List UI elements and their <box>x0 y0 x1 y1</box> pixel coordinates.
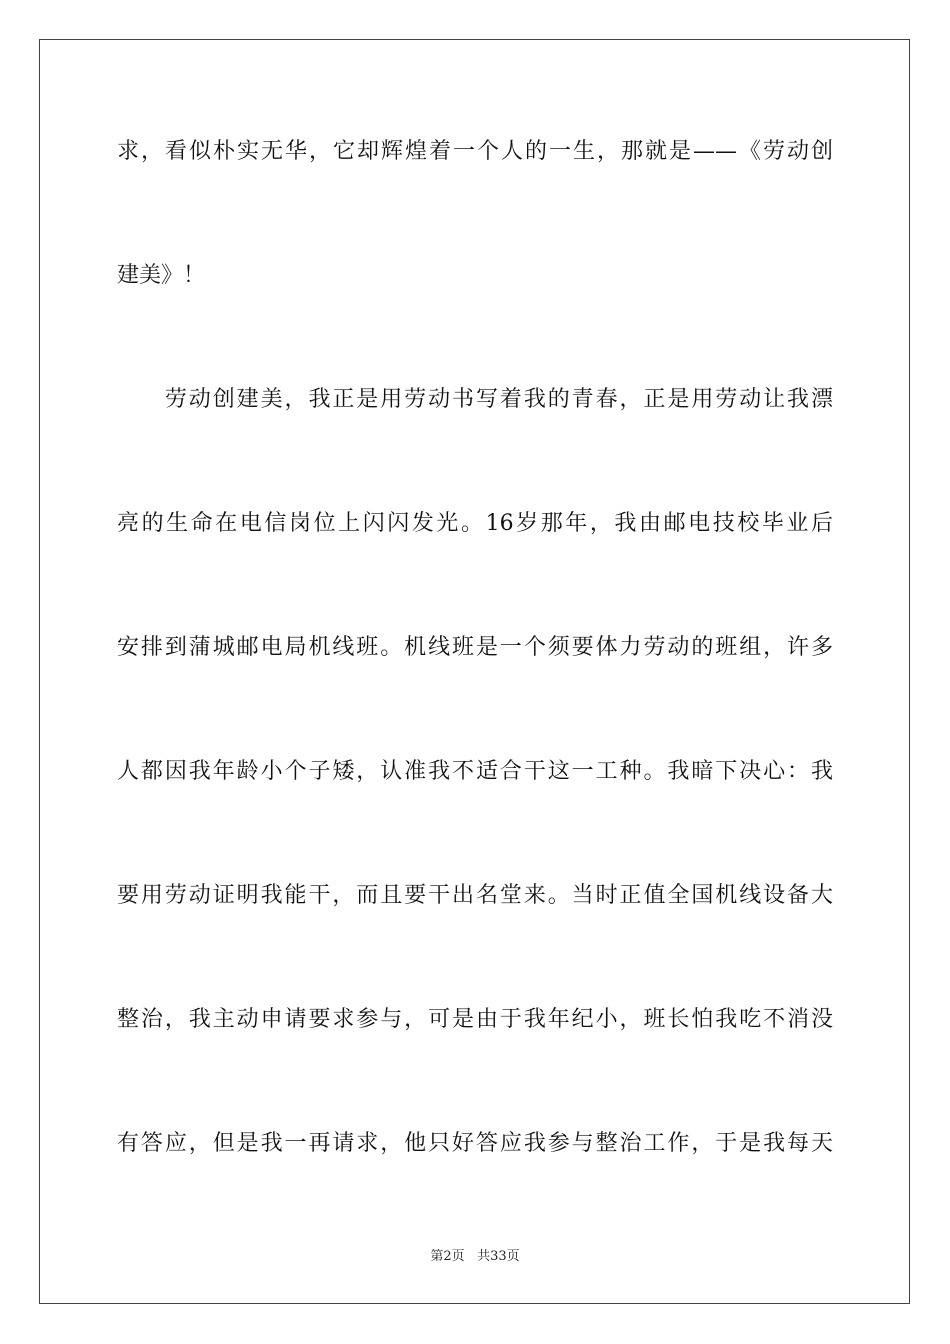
text-line-5: 安排到蒲城邮电局机线班。机线班是一个须要体力劳动的班组，许多 <box>117 635 833 660</box>
page-footer <box>0 1248 950 1266</box>
text-line-6: 人都因我年龄小个子矮，认准我不适合干这一工种。我暗下决心：我 <box>117 759 833 784</box>
page-number: 第2页 <box>430 1249 465 1264</box>
text-line-8: 整治，我主动申请要求参与，可是由于我年纪小，班长怕我吃不消没 <box>117 1007 833 1032</box>
text-line-1: 求，看似朴实无华，它却辉煌着一个人的一生，那就是——《劳动创 <box>117 139 833 164</box>
page-total: 共33页 <box>477 1249 520 1264</box>
text-line-2: 建美》！ <box>117 263 206 288</box>
text-line-3: 劳动创建美，我正是用劳动书写着我的青春，正是用劳动让我漂 <box>117 387 833 412</box>
text-line-9: 有答应，但是我一再请求，他只好答应我参与整治工作，于是我每天 <box>117 1131 833 1156</box>
text-line-4: 亮的生命在电信岗位上闪闪发光。16岁那年，我由邮电技校毕业后 <box>117 511 833 536</box>
text-line-7: 要用劳动证明我能干，而且要干出名堂来。当时正值全国机线设备大 <box>117 883 833 908</box>
page-border <box>39 39 910 1304</box>
